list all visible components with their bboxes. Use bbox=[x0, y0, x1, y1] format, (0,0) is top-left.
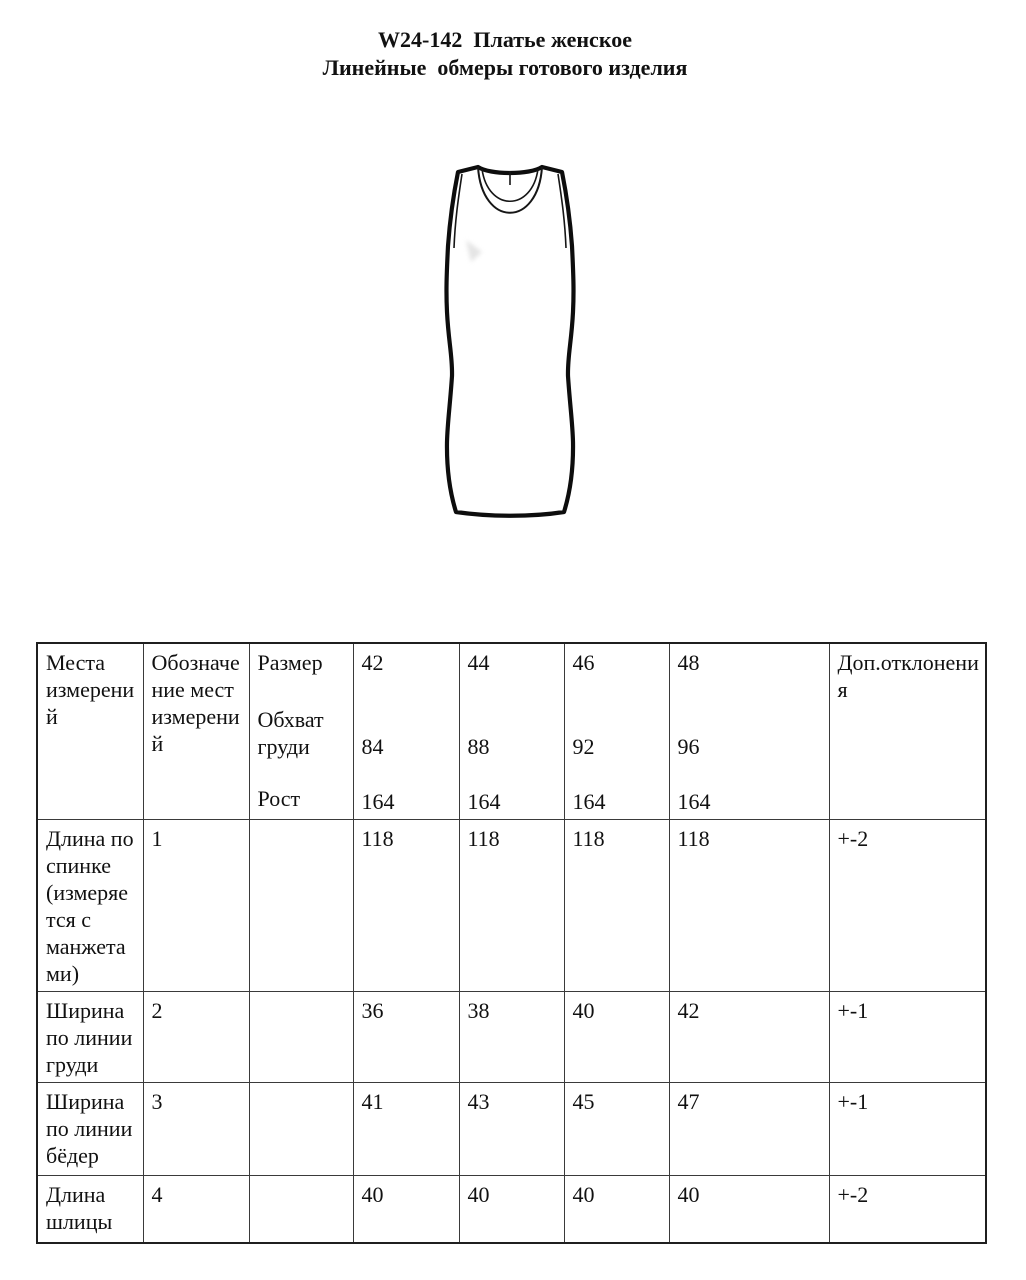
value-cell: 40 bbox=[669, 1176, 829, 1243]
size-label: Размер bbox=[257, 650, 323, 675]
tolerance-cell: +-1 bbox=[829, 992, 986, 1083]
table-row bbox=[37, 1083, 986, 1176]
header-size-48-cell bbox=[669, 643, 829, 820]
chest-value: 92 bbox=[572, 734, 595, 759]
value-cell: 38 bbox=[459, 992, 564, 1083]
chest-value: 84 bbox=[361, 734, 384, 759]
value-cell: 118 bbox=[353, 820, 459, 992]
table-row bbox=[37, 992, 986, 1083]
value-cell: 40 bbox=[564, 1176, 669, 1243]
value-cell: 118 bbox=[459, 820, 564, 992]
value-cell: 41 bbox=[353, 1083, 459, 1176]
value-cell: 36 bbox=[353, 992, 459, 1083]
measure-code-cell: 1 bbox=[143, 820, 249, 992]
header-size-42-cell bbox=[353, 643, 459, 820]
table-row bbox=[37, 820, 986, 992]
height-value: 164 bbox=[361, 789, 395, 814]
size-value: 44 bbox=[467, 650, 490, 675]
value-cell: 43 bbox=[459, 1083, 564, 1176]
dress-illustration bbox=[440, 160, 580, 522]
value-cell: 47 bbox=[669, 1083, 829, 1176]
measure-code-cell: 3 bbox=[143, 1083, 249, 1176]
height-label: Рост bbox=[257, 786, 301, 811]
value-cell: 40 bbox=[459, 1176, 564, 1243]
empty-cell bbox=[249, 1176, 353, 1243]
measure-code-cell: 4 bbox=[143, 1176, 249, 1243]
chest-label: Обхват груди bbox=[257, 707, 324, 759]
size-value: 48 bbox=[677, 650, 700, 675]
document-title bbox=[0, 26, 1010, 82]
tolerance-cell: +-1 bbox=[829, 1083, 986, 1176]
chest-value: 96 bbox=[677, 734, 700, 759]
size-value: 42 bbox=[361, 650, 384, 675]
sleeveless-dress-icon bbox=[440, 160, 580, 522]
table-row bbox=[37, 1176, 986, 1243]
title-line-1: W24-142 Платье женское bbox=[378, 27, 632, 52]
empty-cell bbox=[249, 992, 353, 1083]
height-value: 164 bbox=[572, 789, 606, 814]
chest-value: 88 bbox=[467, 734, 490, 759]
value-cell: 40 bbox=[564, 992, 669, 1083]
value-cell: 45 bbox=[564, 1083, 669, 1176]
measurements-table bbox=[36, 642, 987, 1244]
table-header-row bbox=[37, 643, 986, 820]
measure-code-cell: 2 bbox=[143, 992, 249, 1083]
measure-name-cell: Длина по спинке (измеряется с манжетами) bbox=[37, 820, 143, 992]
value-cell: 40 bbox=[353, 1176, 459, 1243]
header-designation-cell: Обозначение мест измерений bbox=[143, 643, 249, 820]
title-line-2: Линейные обмеры готового изделия bbox=[322, 55, 688, 80]
header-size-44-cell bbox=[459, 643, 564, 820]
header-size-46-cell bbox=[564, 643, 669, 820]
empty-cell bbox=[249, 1083, 353, 1176]
value-cell: 118 bbox=[669, 820, 829, 992]
measure-name-cell: Ширина по линии бёдер bbox=[37, 1083, 143, 1176]
tolerance-cell: +-2 bbox=[829, 820, 986, 992]
height-value: 164 bbox=[467, 789, 501, 814]
empty-cell bbox=[249, 820, 353, 992]
tolerance-cell: +-2 bbox=[829, 1176, 986, 1243]
height-value: 164 bbox=[677, 789, 711, 814]
value-cell: 42 bbox=[669, 992, 829, 1083]
header-tolerance-cell: Доп.отклонения bbox=[829, 643, 986, 820]
measure-name-cell: Длина шлицы bbox=[37, 1176, 143, 1243]
header-size-labels-cell bbox=[249, 643, 353, 820]
value-cell: 118 bbox=[564, 820, 669, 992]
measure-name-cell: Ширина по линии груди bbox=[37, 992, 143, 1083]
size-value: 46 bbox=[572, 650, 595, 675]
dress-outline bbox=[446, 167, 573, 516]
header-places-cell: Места измерений bbox=[37, 643, 143, 820]
